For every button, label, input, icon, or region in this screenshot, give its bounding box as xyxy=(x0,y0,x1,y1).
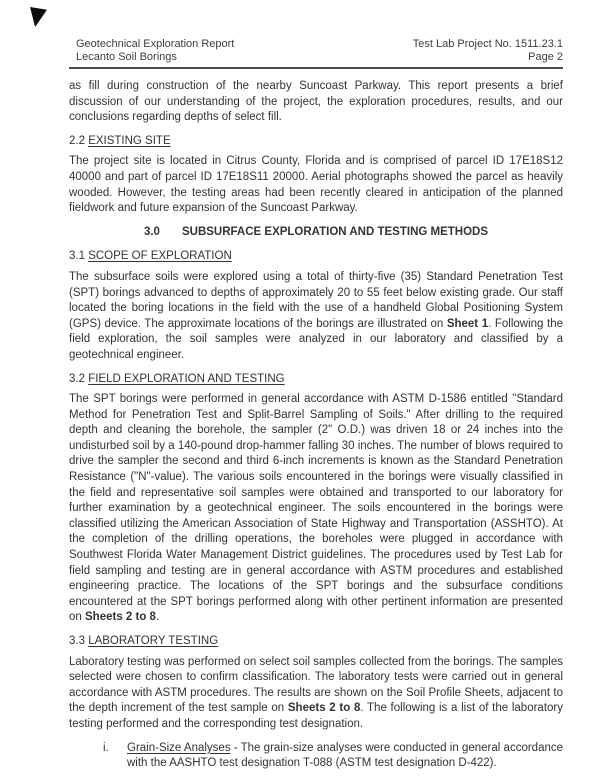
section-heading-3-2 xyxy=(69,372,563,388)
bold-text: Sheets 2 to 8 xyxy=(287,702,361,715)
text-segment: . xyxy=(155,611,160,624)
project-number-line: Test Lab Project No. 1511.23.1 xyxy=(412,38,563,50)
text-segment: . The following is a list of the laboratory testing performed and the corresponding test designation. xyxy=(69,702,563,730)
text-segment: 3.1 xyxy=(69,250,89,263)
underlined-text: SCOPE OF EXPLORATION xyxy=(88,250,232,263)
section-heading-3-3 xyxy=(69,634,563,650)
text-segment: - The grain-size analyses were conducted in general accordance with the AASHTO test designation T-088 (ASTM test designation D-422). xyxy=(127,741,564,770)
text-segment: 3.2 xyxy=(69,372,89,385)
project-name-line: Lecanto Soil Borings xyxy=(76,51,177,63)
list-item-marker: i. xyxy=(103,741,109,754)
existing-site-paragraph xyxy=(69,154,563,216)
underlined-text: Grain-Size Analyses xyxy=(127,741,231,754)
section-heading-3-0 xyxy=(69,225,563,241)
laboratory-testing-paragraph xyxy=(69,655,563,733)
lab-test-list-item xyxy=(103,741,563,772)
document-body xyxy=(69,79,563,772)
text-segment: Laboratory testing was performed on select soil samples collected from the borings. The samples selected were chosen to confirm classification. The laboratory tests were carried out in general accordance with ASTM procedures. The results are shown on the Soil Profile Sheets, adjacent to the depth increment of the test sample on xyxy=(69,655,563,715)
bold-text: Sheets 2 to 8 xyxy=(85,611,156,624)
text-segment: 2.2 xyxy=(69,134,89,147)
bold-text: Sheet 1 xyxy=(446,317,489,330)
scan-corner-artifact xyxy=(30,7,47,27)
underlined-text: EXISTING SITE xyxy=(88,134,171,147)
scope-of-exploration-paragraph xyxy=(69,270,563,364)
page-header xyxy=(69,38,563,69)
section-number: 3.0 xyxy=(143,225,160,238)
section-title: SUBSURFACE EXPLORATION AND TESTING METHODS xyxy=(181,225,489,238)
page-number-line: Page 2 xyxy=(528,51,563,63)
text-segment: The SPT borings were performed in general accordance with ASTM D-1586 entitled "Standard Method for Penetration Test and Split-Barrel Sampling of Soils." After drilling to the required depth and cleaning the borehole, the sampler (2" O.D.) was driven 18 or 24 inches into the undisturbed soil by a 140-pound drop-hammer falling 30 inches. The number of blows required to drive the sampler the second and third 6-inch increments is known as the Standard Penetration Resistance ("N"-value). The various soils encountered in the borings were visually classified in the field and representative soil samples were obtained and transported to our laboratory for further examination by a geotechnical engineer. The soils encountered in the borings were classified utilizing the American Association of State Highway and Transportation (ASSHTO). At the completion of the drilling operations, the boreholes were plugged in accordance with Southwest Florida Water Management District guidelines. The procedures used by Test Lab for field sampling and testing are in general accordance with ASTM procedures and established engineering practice. The locations of the SPT borings and the subsurface conditions encountered at the SPT borings performed along with other pertinent information are presented on xyxy=(69,393,563,624)
section-heading-3-1 xyxy=(69,249,563,265)
field-exploration-paragraph xyxy=(69,392,563,626)
header-right-block xyxy=(413,38,563,64)
underlined-text: LABORATORY TESTING xyxy=(88,635,219,647)
text-segment: . Following the field exploration, the soil samples were analyzed in our laboratory and classified by a geotechnical engineer. xyxy=(69,317,563,361)
underlined-text: FIELD EXPLORATION AND TESTING xyxy=(88,372,285,385)
report-title-line: Geotechnical Exploration Report xyxy=(76,38,235,50)
text-segment: as fill during construction of the nearby Suncoast Parkway. This report presents a brief discussion of our understanding of the project, the exploration procedures, results, and our conclusions regarding depths of select fill. xyxy=(69,80,563,124)
text-segment: The project site is located in Citrus County, Florida and is comprised of parcel ID 17E18S12 40000 and part of parcel ID 17E18S11 20000. Aerial photographs showed the parcel as heavily wooded. However, the testing areas had been recently cleared in anticipation of the planned fieldwork and future expansion of the Suncoast Parkway. xyxy=(69,155,563,215)
intro-paragraph xyxy=(69,79,563,126)
section-heading-2-2 xyxy=(69,134,563,150)
text-segment: The subsurface soils were explored using a total of thirty-five (35) Standard Penetration Test (SPT) borings advanced to depths of approximately 20 to 55 feet below existing grade. Our staff located the boring locations in the field with the use of a handheld Global Positioning System (GPS) device. The approximate locations of the borings are illustrated on xyxy=(69,270,563,330)
list-item-text xyxy=(127,741,563,772)
text-segment: 3.3 xyxy=(69,635,89,647)
header-left-block xyxy=(69,38,234,64)
